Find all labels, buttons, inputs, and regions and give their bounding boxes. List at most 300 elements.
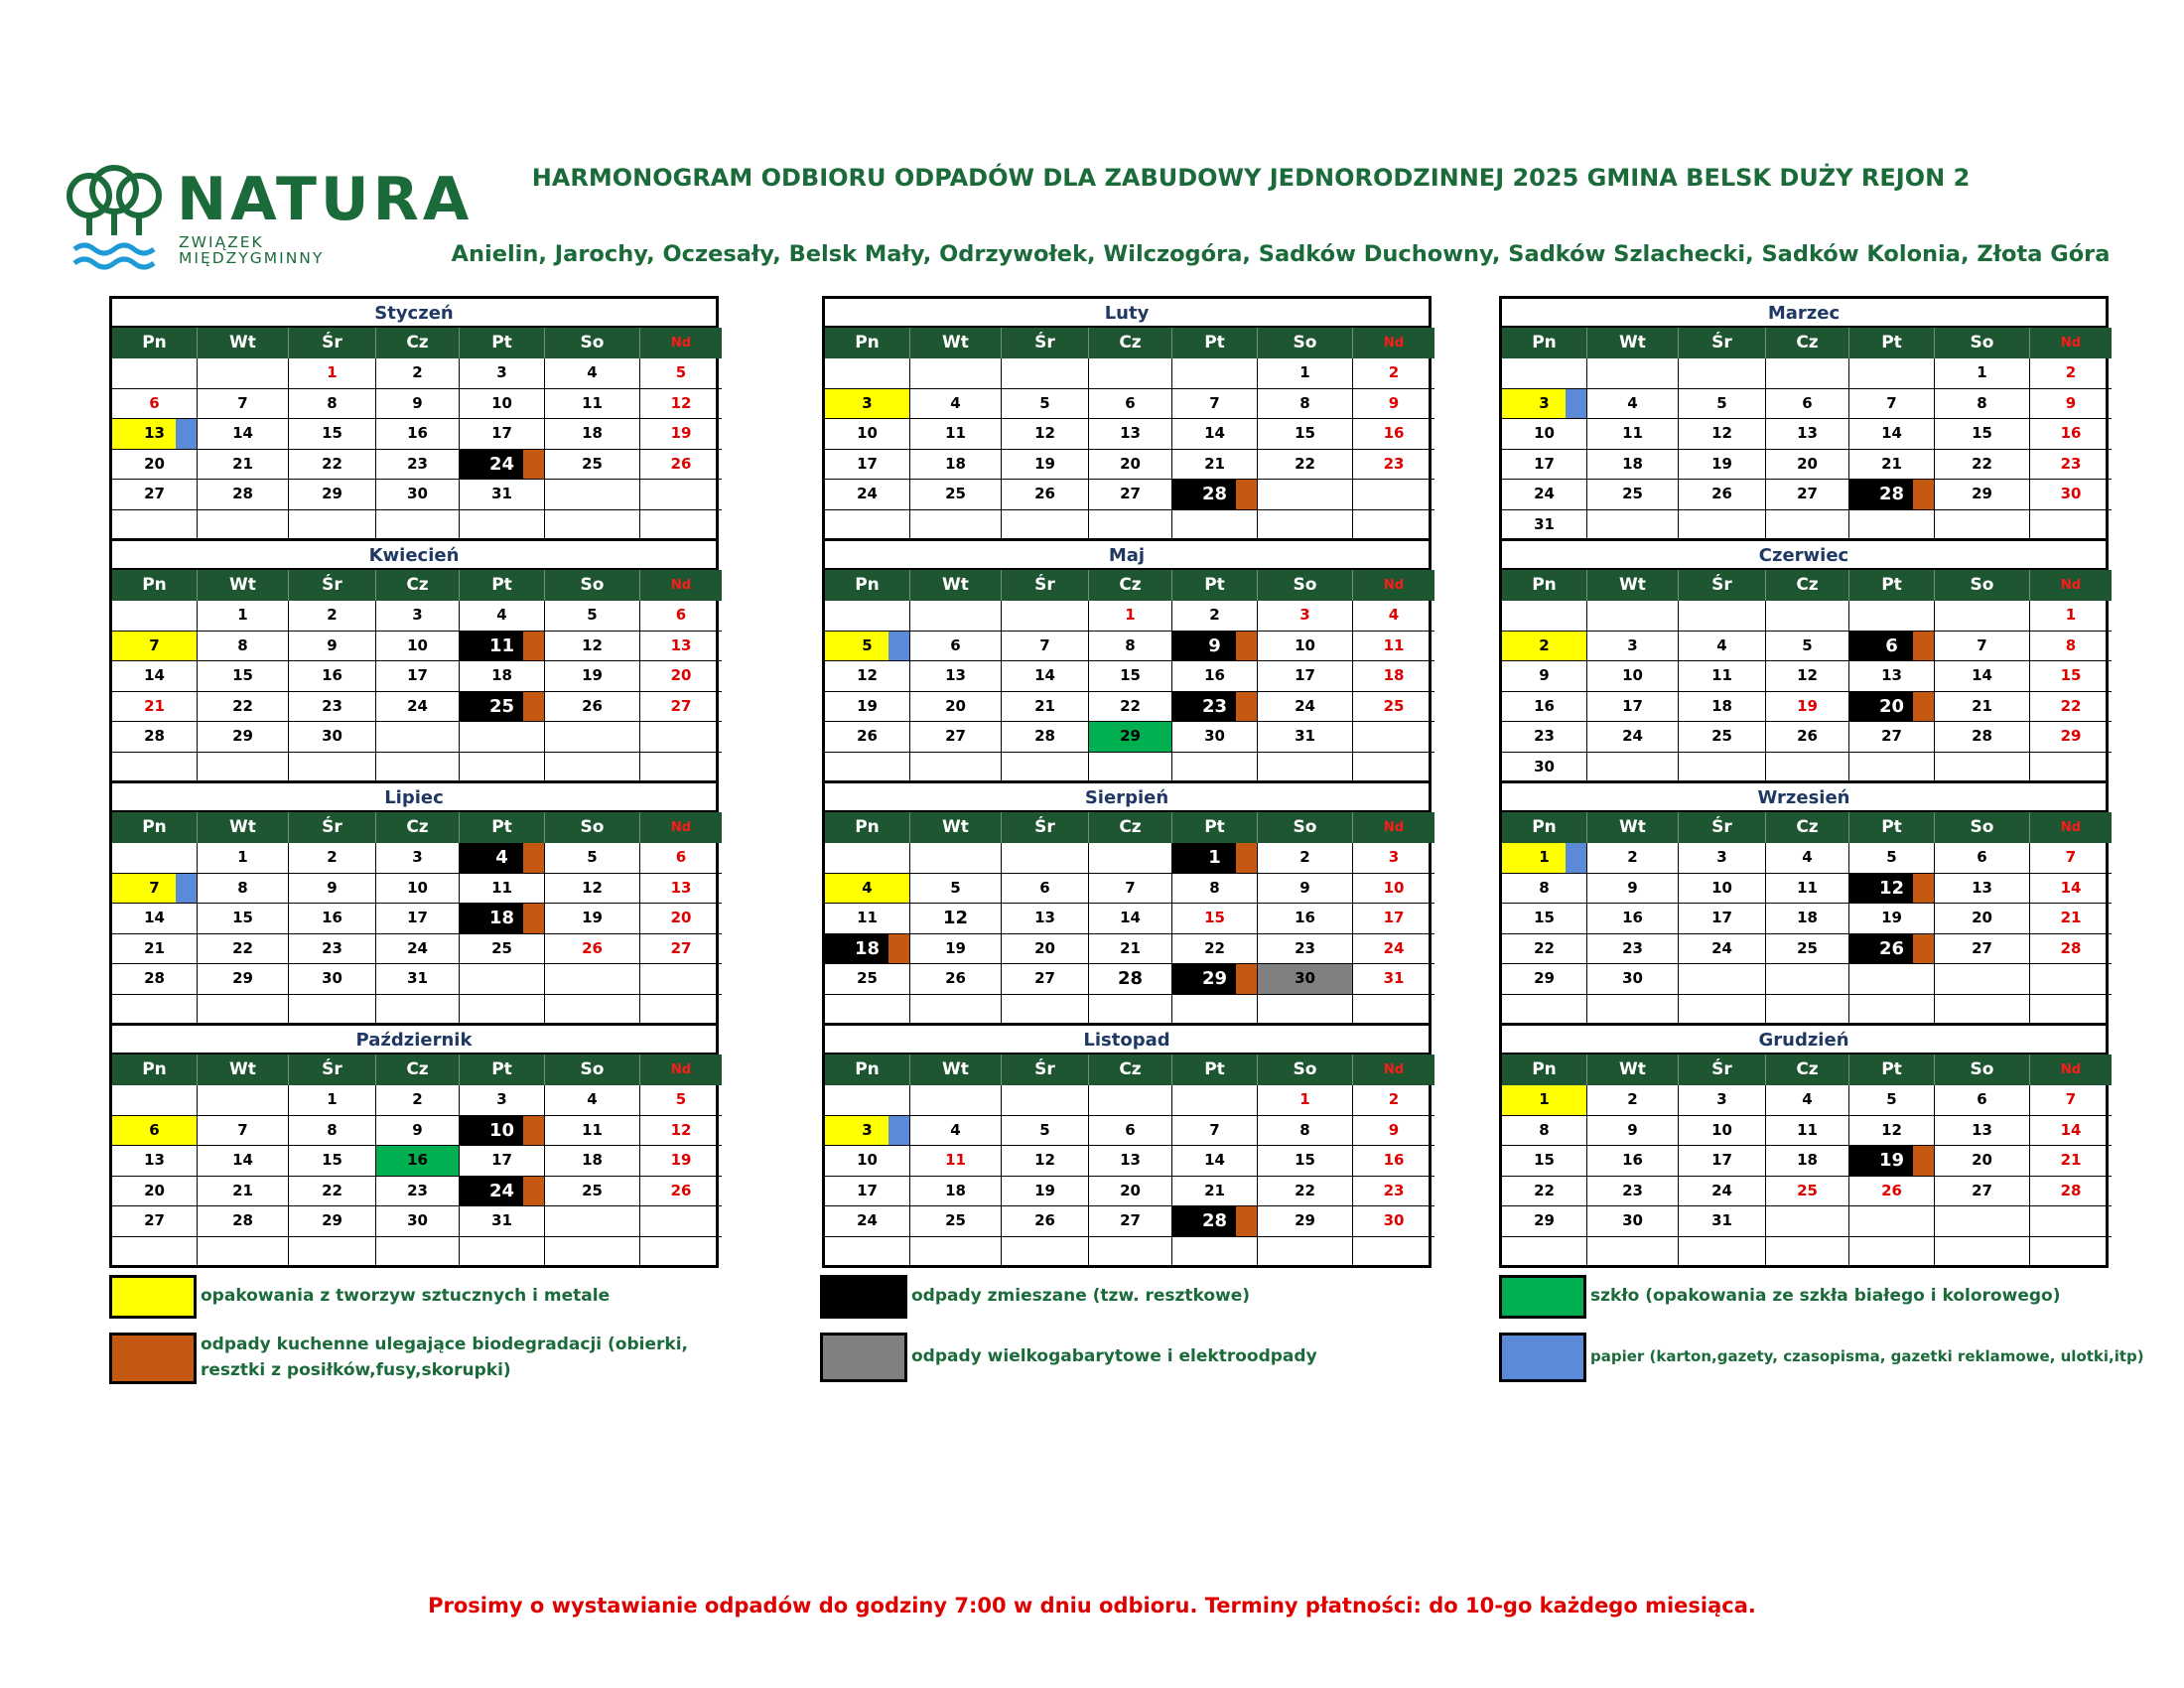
day-cell [1172, 904, 1258, 934]
day-cell [1353, 1116, 1434, 1147]
day-number: 19 [1797, 696, 1818, 715]
day-cell [289, 874, 376, 905]
day-number: 6 [1802, 393, 1813, 412]
day-cell [910, 904, 1002, 934]
day-number: 3 [1627, 635, 1638, 654]
day-number: 30 [407, 1211, 428, 1229]
day-number: 21 [232, 454, 253, 473]
day-cell [376, 904, 460, 934]
day-number: 6 [950, 635, 961, 654]
day-number: 20 [670, 909, 692, 926]
weekday-header: Wt [910, 812, 1002, 843]
day-number: 15 [1295, 424, 1315, 442]
day-cell [1587, 450, 1679, 481]
day-cell [910, 1237, 1002, 1268]
weekday-header: Pn [825, 328, 910, 358]
day-number: 30 [1534, 757, 1555, 775]
day-number: 13 [1972, 878, 1992, 897]
day-cell [1172, 1085, 1258, 1116]
day-cell [289, 843, 376, 874]
day-cell [640, 1146, 722, 1177]
day-cell [376, 510, 460, 541]
day-cell [1258, 510, 1353, 541]
day-cell [112, 661, 198, 692]
day-cell [640, 874, 722, 905]
day-cell [289, 1237, 376, 1268]
day-cell [640, 632, 722, 662]
pickup-marker-orange [1913, 692, 1934, 722]
month-name: Luty [825, 299, 1429, 328]
day-number: 19 [1881, 909, 1902, 926]
month-calendar [822, 780, 1432, 1026]
legend-text-blue: papier (karton,gazety, czasopisma, gazetki reklamowe, ulotki,itp) [1590, 1347, 2144, 1365]
weekday-header: Cz [376, 570, 460, 601]
day-cell [289, 1116, 376, 1147]
day-number: 27 [144, 485, 165, 502]
day-cell [910, 753, 1002, 783]
day-number: 5 [862, 635, 873, 654]
day-number: 19 [670, 424, 692, 442]
day-cell [1766, 722, 1849, 753]
day-cell [1766, 904, 1849, 934]
day-cell [198, 934, 289, 965]
legend-text-gray: odpady wielkogabarytowe i elektroodpady [911, 1346, 1317, 1366]
day-cell [1089, 964, 1172, 995]
day-cell [1089, 995, 1172, 1026]
day-cell [1849, 1206, 1935, 1237]
day-number: 24 [857, 485, 878, 502]
weekday-header: So [1258, 328, 1353, 358]
day-number: 22 [1204, 938, 1225, 957]
day-cell [376, 601, 460, 632]
legend-swatch-gray [820, 1333, 907, 1382]
day-cell [2030, 1206, 2112, 1237]
day-cell [910, 964, 1002, 995]
day-cell [289, 661, 376, 692]
day-number: 14 [1034, 666, 1055, 684]
day-cell [289, 964, 376, 995]
day-number: 6 [675, 848, 687, 866]
day-number: 16 [407, 424, 428, 442]
day-cell [640, 964, 722, 995]
day-cell [1258, 1177, 1353, 1207]
day-cell [1353, 510, 1434, 541]
day-cell [1258, 692, 1353, 723]
day-cell [2030, 480, 2112, 510]
day-number: 11 [945, 424, 966, 442]
day-number: 27 [1797, 485, 1818, 502]
day-cell [460, 510, 545, 541]
weekday-header: Cz [1089, 1055, 1172, 1085]
page-subtitle: Anielin, Jarochy, Oczesały, Belsk Mały, Odrzywołek, Wilczogóra, Sadków Duchowny, Sadków Szlachecki, Sadków Kolonia, Złota Góra [451, 241, 2111, 267]
day-number: 26 [945, 969, 966, 987]
day-cell [1002, 753, 1089, 783]
day-number: 7 [1209, 1120, 1220, 1139]
day-number: 15 [322, 1151, 342, 1169]
day-number: 16 [1204, 666, 1225, 684]
day-number: 3 [1388, 848, 1400, 866]
weekday-header: Cz [1089, 812, 1172, 843]
weekday-header: Pn [825, 570, 910, 601]
day-cell [198, 843, 289, 874]
day-cell [2030, 1146, 2112, 1177]
day-cell [1679, 995, 1766, 1026]
day-number: 27 [144, 1211, 165, 1229]
day-number: 12 [1711, 424, 1732, 442]
day-number: 14 [144, 666, 165, 684]
day-cell [2030, 1237, 2112, 1268]
day-cell [1766, 1116, 1849, 1147]
day-cell [2030, 358, 2112, 389]
month-calendar [822, 538, 1432, 783]
day-number: 18 [854, 937, 881, 959]
day-cell [1849, 601, 1935, 632]
day-number: 28 [144, 969, 165, 987]
day-cell [1002, 1085, 1089, 1116]
day-number: 10 [1534, 424, 1555, 442]
day-number: 24 [488, 1180, 515, 1201]
day-number: 8 [1299, 393, 1310, 412]
day-cell [1587, 632, 1679, 662]
weekday-header: Pt [460, 328, 545, 358]
day-number: 17 [1711, 1151, 1732, 1169]
day-cell [545, 1237, 640, 1268]
day-number: 25 [1797, 1181, 1818, 1199]
day-cell [460, 874, 545, 905]
day-cell [289, 510, 376, 541]
day-number: 13 [945, 666, 966, 684]
day-number: 7 [1886, 393, 1897, 412]
day-number: 1 [237, 606, 248, 624]
weekday-header: Wt [198, 812, 289, 843]
day-number: 2 [412, 363, 423, 381]
day-number: 26 [1711, 485, 1732, 502]
day-number: 5 [950, 878, 961, 897]
weekday-header: Śr [289, 328, 376, 358]
day-cell [1002, 510, 1089, 541]
day-number: 14 [232, 1151, 253, 1169]
day-cell [2030, 632, 2112, 662]
day-cell [1587, 510, 1679, 541]
day-cell [1258, 450, 1353, 481]
legend-swatch-yellow [109, 1275, 197, 1319]
day-cell [289, 995, 376, 1026]
day-number: 16 [1622, 909, 1643, 926]
legend-swatch-orange [109, 1333, 197, 1384]
day-number: 2 [2065, 363, 2077, 381]
day-number: 26 [1878, 937, 1905, 959]
day-cell [1258, 480, 1353, 510]
day-cell [825, 874, 910, 905]
day-cell [1089, 389, 1172, 420]
day-cell [460, 1146, 545, 1177]
day-cell [825, 934, 910, 965]
day-cell [640, 1177, 722, 1207]
month-name: Marzec [1502, 299, 2106, 328]
day-number: 11 [857, 909, 878, 926]
day-cell [376, 934, 460, 965]
month-name: Wrzesień [1502, 783, 2106, 812]
day-number: 2 [327, 606, 338, 624]
day-number: 13 [670, 635, 692, 654]
weekday-header: Śr [289, 570, 376, 601]
day-cell [2030, 389, 2112, 420]
day-cell [1258, 1116, 1353, 1147]
pickup-marker-orange [1236, 1206, 1257, 1236]
day-number: 3 [1716, 1090, 1727, 1108]
day-cell [376, 480, 460, 510]
day-cell [112, 692, 198, 723]
day-cell [640, 450, 722, 481]
day-number: 31 [1295, 727, 1315, 745]
day-cell [825, 510, 910, 541]
day-cell [2030, 753, 2112, 783]
day-cell [910, 692, 1002, 723]
weekday-header: Wt [910, 570, 1002, 601]
day-cell [1353, 450, 1434, 481]
day-number: 24 [1534, 485, 1555, 502]
pickup-marker-orange [1913, 874, 1934, 904]
weekday-header: Śr [1002, 570, 1089, 601]
day-number: 9 [1388, 1120, 1400, 1139]
month-calendar [109, 780, 719, 1026]
day-number: 24 [407, 938, 428, 957]
weekday-header: Cz [1766, 1055, 1849, 1085]
day-number: 19 [857, 696, 878, 715]
day-cell [825, 389, 910, 420]
weekday-header: Śr [289, 812, 376, 843]
day-cell [1935, 843, 2030, 874]
day-number: 19 [670, 1151, 692, 1169]
day-number: 5 [1039, 393, 1050, 412]
day-number: 13 [1120, 424, 1141, 442]
day-number: 15 [1295, 1151, 1315, 1169]
weekday-header: Śr [289, 1055, 376, 1085]
day-cell [198, 632, 289, 662]
day-number: 5 [675, 1090, 687, 1108]
day-cell [1935, 692, 2030, 723]
day-number: 1 [327, 363, 338, 381]
day-cell [198, 1085, 289, 1116]
day-number: 4 [587, 1090, 598, 1108]
day-number: 27 [1972, 938, 1992, 957]
day-cell [376, 753, 460, 783]
weekday-header: Wt [198, 328, 289, 358]
day-number: 11 [945, 1151, 966, 1169]
day-number: 5 [1886, 1090, 1897, 1108]
day-cell [460, 964, 545, 995]
day-cell [1679, 1237, 1766, 1268]
pickup-marker-orange [523, 1177, 544, 1206]
day-number: 29 [1534, 969, 1555, 987]
day-cell [1679, 358, 1766, 389]
day-cell [1935, 358, 2030, 389]
day-number: 17 [1295, 666, 1315, 684]
day-cell [545, 358, 640, 389]
day-cell [825, 904, 910, 934]
day-number: 20 [945, 696, 966, 715]
day-cell [545, 874, 640, 905]
day-cell [640, 358, 722, 389]
pickup-marker-orange [1236, 632, 1257, 661]
pickup-marker-blue [888, 632, 909, 661]
weekday-header: Pt [460, 812, 545, 843]
weekday-header: Cz [1766, 812, 1849, 843]
day-cell [1002, 964, 1089, 995]
day-cell [1766, 510, 1849, 541]
day-cell [910, 874, 1002, 905]
day-cell [545, 1116, 640, 1147]
day-cell [545, 692, 640, 723]
day-cell [1258, 722, 1353, 753]
day-cell [376, 389, 460, 420]
day-number: 24 [1622, 727, 1643, 745]
day-cell [460, 904, 545, 934]
weekday-header: Nd [2030, 328, 2112, 358]
day-number: 15 [1204, 909, 1225, 926]
day-number: 24 [1711, 1181, 1732, 1199]
day-number: 3 [412, 848, 423, 866]
day-cell [825, 661, 910, 692]
day-cell [1766, 753, 1849, 783]
day-cell [1849, 753, 1935, 783]
weekday-header: Pt [1849, 328, 1935, 358]
day-number: 30 [407, 485, 428, 502]
day-number: 26 [1034, 1211, 1055, 1229]
day-number: 27 [1881, 727, 1902, 745]
day-cell [289, 1206, 376, 1237]
weekday-header: Cz [1766, 328, 1849, 358]
day-cell [1172, 1146, 1258, 1177]
day-number: 19 [582, 666, 603, 684]
day-cell [112, 480, 198, 510]
day-number: 23 [1383, 454, 1405, 473]
weekday-header: Pt [1172, 328, 1258, 358]
day-cell [1502, 722, 1587, 753]
day-number: 7 [2065, 1090, 2077, 1108]
day-cell [910, 1206, 1002, 1237]
day-cell [289, 601, 376, 632]
day-number: 27 [670, 696, 692, 715]
pickup-marker-orange [1913, 480, 1934, 509]
day-cell [1002, 1116, 1089, 1147]
day-cell [1679, 904, 1766, 934]
day-number: 21 [232, 1181, 253, 1199]
day-number: 11 [582, 393, 603, 412]
day-cell [1766, 389, 1849, 420]
day-number: 20 [144, 454, 165, 473]
day-cell [376, 843, 460, 874]
day-cell [825, 480, 910, 510]
weekday-header: Nd [2030, 1055, 2112, 1085]
day-number: 29 [1120, 727, 1141, 745]
day-cell [1258, 1146, 1353, 1177]
day-cell [1089, 450, 1172, 481]
day-cell [1935, 601, 2030, 632]
day-number: 9 [1299, 878, 1310, 897]
day-number: 28 [1972, 727, 1992, 745]
day-cell [460, 1237, 545, 1268]
day-cell [460, 419, 545, 450]
day-cell [1172, 874, 1258, 905]
day-number: 25 [945, 485, 966, 502]
day-number: 27 [1034, 969, 1055, 987]
day-cell [1587, 753, 1679, 783]
day-cell [1587, 389, 1679, 420]
day-number: 12 [670, 1120, 692, 1139]
day-number: 9 [327, 635, 338, 654]
day-cell [112, 510, 198, 541]
day-number: 11 [491, 878, 512, 897]
day-number: 31 [1534, 514, 1555, 533]
pickup-marker-orange [1236, 692, 1257, 722]
day-cell [289, 389, 376, 420]
day-number: 1 [1299, 1090, 1310, 1108]
day-number: 22 [322, 1181, 342, 1199]
day-number: 16 [1622, 1151, 1643, 1169]
day-cell [1679, 692, 1766, 723]
day-cell [1258, 601, 1353, 632]
day-number: 17 [1383, 909, 1405, 926]
day-number: 10 [488, 1119, 515, 1141]
day-number: 4 [1802, 848, 1813, 866]
day-number: 9 [2065, 393, 2077, 412]
day-number: 7 [2065, 848, 2077, 866]
day-number: 3 [496, 1090, 507, 1108]
day-cell [2030, 692, 2112, 723]
day-cell [1766, 419, 1849, 450]
day-cell [460, 601, 545, 632]
day-number: 25 [488, 695, 515, 717]
day-number: 12 [1034, 1151, 1055, 1169]
day-cell [825, 753, 910, 783]
day-cell [198, 510, 289, 541]
day-cell [1849, 1146, 1935, 1177]
day-cell [1679, 450, 1766, 481]
day-cell [198, 1177, 289, 1207]
day-cell [1002, 389, 1089, 420]
day-cell [112, 450, 198, 481]
day-cell [1679, 419, 1766, 450]
day-cell [1089, 874, 1172, 905]
day-number: 5 [1716, 393, 1727, 412]
day-number: 4 [496, 606, 507, 624]
day-cell [1935, 1085, 2030, 1116]
day-number: 18 [1622, 454, 1643, 473]
day-cell [198, 753, 289, 783]
day-number: 5 [587, 848, 598, 866]
day-cell [376, 692, 460, 723]
day-cell [825, 1237, 910, 1268]
day-number: 1 [237, 848, 248, 866]
day-cell [2030, 1116, 2112, 1147]
weekday-header: Nd [1353, 1055, 1434, 1085]
day-cell [1089, 480, 1172, 510]
day-number: 4 [495, 847, 508, 868]
day-number: 16 [1383, 424, 1405, 442]
day-number: 4 [1716, 635, 1727, 654]
day-number: 8 [1539, 1120, 1550, 1139]
day-number: 10 [857, 424, 878, 442]
day-number: 22 [232, 696, 253, 715]
day-number: 4 [862, 878, 873, 897]
day-number: 1 [1539, 848, 1550, 866]
day-cell [460, 450, 545, 481]
day-cell [1172, 722, 1258, 753]
weekday-header: Śr [1679, 328, 1766, 358]
day-cell [1258, 934, 1353, 965]
day-cell [198, 1146, 289, 1177]
